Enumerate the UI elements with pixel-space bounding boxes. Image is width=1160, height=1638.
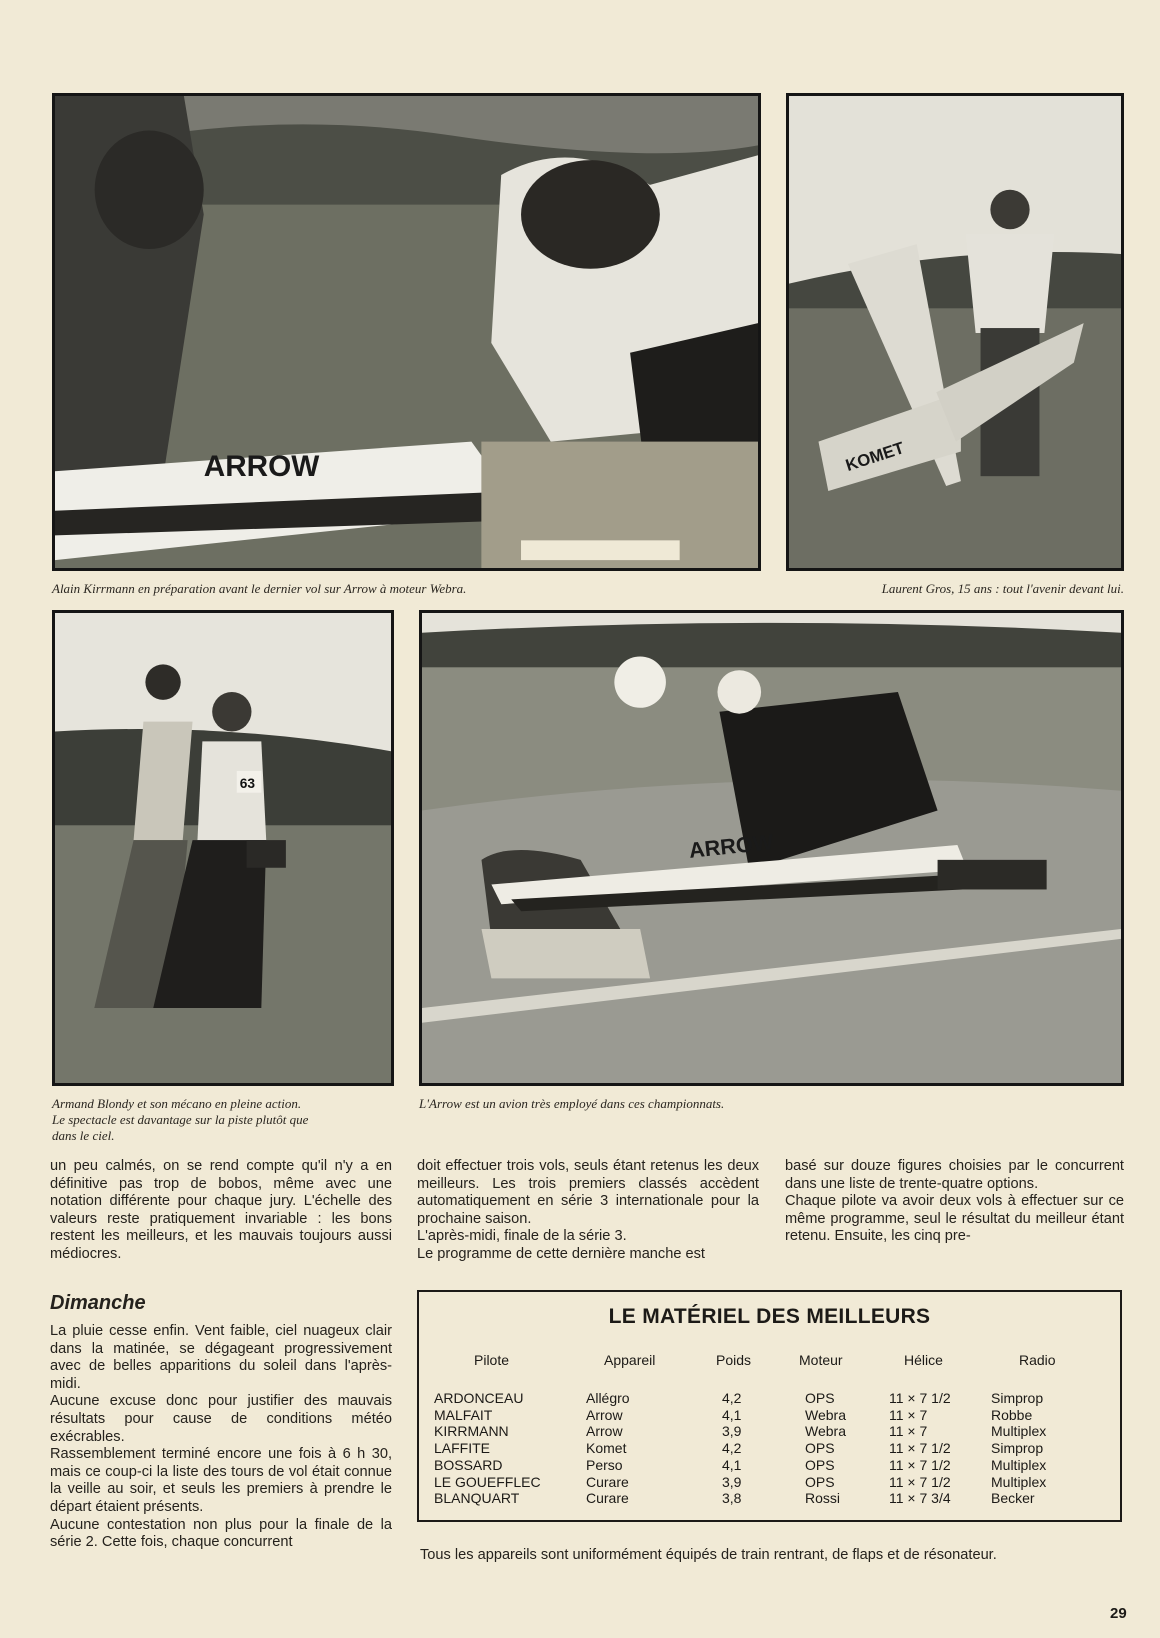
- table-cell: Multiplex: [991, 1423, 1047, 1440]
- column-header: Poids: [716, 1352, 752, 1368]
- column-header: Pilote: [474, 1352, 510, 1368]
- article-column-2: [417, 1158, 759, 1264]
- photo3-bib-number: 63: [239, 775, 255, 791]
- photo3-caption-line1: Armand Blondy et son mécano en pleine action.: [52, 1096, 302, 1111]
- table-cell: 11 × 7: [889, 1423, 928, 1440]
- table-cell: Allégro: [586, 1390, 630, 1406]
- table-cell: OPS: [805, 1390, 835, 1406]
- table-cell: 11 × 7 1/2: [889, 1390, 951, 1406]
- table-cell: Robbe: [991, 1406, 1033, 1423]
- article-paragraph: La pluie cesse enfin. Vent faible, ciel nuageux clair dans la matinée, se dégageant progressivement avec de belles apparitions du soleil dans l'après-midi.: [50, 1323, 392, 1392]
- article-paragraph: un peu calmés, on se rend compte qu'il n'y a en définitive pas trop de bobos, même avec une notation différente pour chaque jury. L'échelle des valeurs reste pratiquement invariable : les bons restent les meilleurs, et les mauvais toujours aussi médiocres.: [50, 1158, 392, 1262]
- table-title: LE MATÉRIEL DES MEILLEURS: [608, 1305, 931, 1328]
- table-cell: Becker: [991, 1490, 1035, 1507]
- table-cell: 4,1: [722, 1456, 742, 1473]
- column-header: Hélice: [904, 1352, 943, 1368]
- article-paragraph: Chaque pilote va avoir deux vols à effectuer sur ce même programme, seul le résultat du meilleur étant retenu. Ensuite, les cinq pre-: [785, 1193, 1124, 1245]
- table-cell: BLANQUART: [434, 1490, 520, 1507]
- table-cell: Komet: [586, 1440, 627, 1457]
- article-column-1-top: [50, 1158, 392, 1264]
- article-column-1-bottom: [50, 1323, 392, 1552]
- table-cell: Multiplex: [991, 1473, 1047, 1490]
- photo4-plane-label: ARROW: [687, 829, 775, 863]
- table-cell: 3,9: [722, 1473, 742, 1490]
- table-cell: Webra: [805, 1406, 846, 1423]
- table-cell: Simprop: [991, 1440, 1044, 1457]
- photo-kirrmann-preparation: [52, 93, 761, 571]
- table-cell: 4,1: [722, 1406, 742, 1423]
- table-cell: KIRRMANN: [434, 1423, 509, 1440]
- table-cell: 11 × 7: [889, 1406, 928, 1423]
- table-cell: Rossi: [805, 1490, 841, 1507]
- table-cell: Arrow: [586, 1406, 623, 1423]
- table-cell: Curare: [586, 1473, 629, 1490]
- table-cell: 3,9: [722, 1423, 742, 1440]
- table-footnote: Tous les appareils sont uniformément équipés de train rentrant, de flaps et de résonateur.: [420, 1547, 997, 1563]
- article-paragraph: L'après-midi, finale de la série 3.: [417, 1228, 627, 1245]
- table-cell: 11 × 7 3/4: [889, 1490, 951, 1507]
- table-cell: MALFAIT: [434, 1406, 493, 1423]
- photo4-caption: L'Arrow est un avion très employé dans ces championnats.: [419, 1096, 725, 1111]
- table-cell: Curare: [586, 1490, 629, 1507]
- article-paragraph: doit effectuer trois vols, seuls étant retenus les deux meilleurs. Les trois premiers classés accèdent automatiquement en série 3 internationale pour la prochaine saison.: [417, 1158, 759, 1227]
- table-cell: 11 × 7 1/2: [889, 1473, 951, 1490]
- table-cell: OPS: [805, 1456, 835, 1473]
- table-cell: 11 × 7 1/2: [889, 1440, 951, 1457]
- photo-arrow-on-runway: [419, 610, 1124, 1086]
- table-cell: Simprop: [991, 1390, 1044, 1406]
- table-cell: Arrow: [586, 1423, 623, 1440]
- article-paragraph: Rassemblement terminé encore une fois à 6 h 30, mais ce coup-ci la liste des tours de vol était connue la veille au soir, et seuls les premiers à prendre le départ étaient présents.: [50, 1446, 392, 1515]
- table-cell: 3,8: [722, 1490, 742, 1507]
- table-cell: LE GOUEFFLEC: [434, 1473, 541, 1490]
- table-cell: Perso: [586, 1456, 623, 1473]
- table-cell: OPS: [805, 1473, 835, 1490]
- table-cell: LAFFITE: [434, 1440, 491, 1457]
- photo1-caption: Alain Kirrmann en préparation avant le dernier vol sur Arrow à moteur Webra.: [52, 581, 467, 596]
- table-cell: Multiplex: [991, 1456, 1047, 1473]
- table-cell: 4,2: [722, 1390, 742, 1406]
- page-number: 29: [1110, 1605, 1127, 1622]
- table-cell: BOSSARD: [434, 1456, 503, 1473]
- photo3-caption-line3: dans le ciel.: [52, 1128, 115, 1143]
- column-header: Appareil: [604, 1352, 656, 1368]
- table-cell: Webra: [805, 1423, 846, 1440]
- photo-armand-blondy: [52, 610, 394, 1086]
- photo1-plane-label: ARROW: [203, 450, 320, 484]
- photo3-caption-line2: Le spectacle est davantage sur la piste plutôt que: [52, 1112, 309, 1127]
- section-heading-dimanche: Dimanche: [50, 1292, 146, 1314]
- table-cell: ARDONCEAU: [434, 1390, 524, 1406]
- column-header: Radio: [1019, 1352, 1056, 1368]
- article-paragraph: Aucune contestation non plus pour la finale de la série 2. Cette fois, chaque concurrent: [50, 1516, 392, 1551]
- column-header: Moteur: [799, 1352, 843, 1368]
- photo2-plane-label: KOMET: [843, 438, 907, 476]
- table-cell: OPS: [805, 1440, 835, 1457]
- photo2-caption: Laurent Gros, 15 ans : tout l'avenir devant lui.: [881, 581, 1124, 596]
- article-column-3: [785, 1158, 1124, 1246]
- article-paragraph: Le programme de cette dernière manche est: [417, 1245, 705, 1262]
- equipment-table: [417, 1290, 1122, 1522]
- article-paragraph: basé sur douze figures choisies par le concurrent dans une liste de trente-quatre options.: [785, 1158, 1124, 1192]
- table-cell: 11 × 7 1/2: [889, 1456, 951, 1473]
- article-paragraph: Aucune excuse donc pour justifier des mauvais résultats pour cause de conditions météo exécrables.: [50, 1393, 392, 1445]
- table-cell: 4,2: [722, 1440, 742, 1457]
- photo3-caption: [52, 1096, 394, 1144]
- photo-laurent-gros: [786, 93, 1124, 571]
